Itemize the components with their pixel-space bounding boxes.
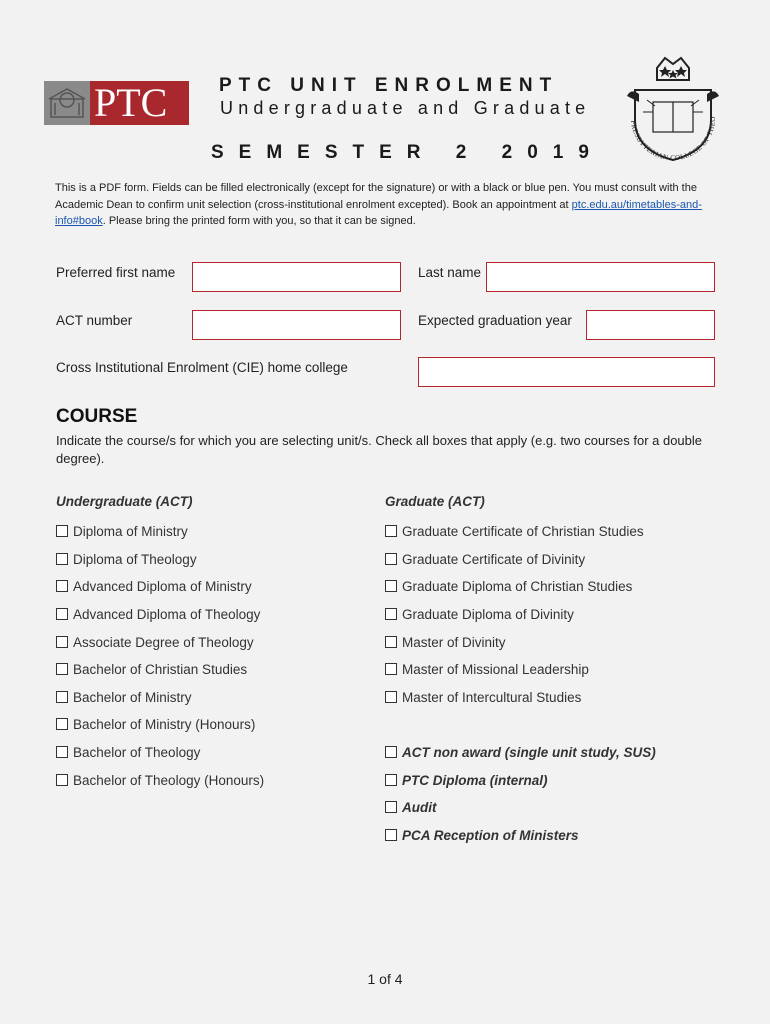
- checkbox[interactable]: [56, 663, 68, 675]
- booking-link[interactable]: ptc.edu.au/timetables-and-info#book: [55, 198, 702, 227]
- option-label: Advanced Diploma of Ministry: [73, 578, 252, 594]
- grad-option[interactable]: [385, 550, 585, 568]
- last-name-field[interactable]: [486, 262, 715, 292]
- undergrad-heading: Undergraduate (ACT): [56, 494, 193, 509]
- undergrad-option[interactable]: [56, 743, 200, 761]
- checkbox[interactable]: [385, 663, 397, 675]
- expected-graduation-label: Expected graduation year: [418, 313, 572, 328]
- option-label: Graduate Diploma of Christian Studies: [402, 578, 633, 594]
- option-label: PCA Reception of Ministers: [402, 827, 579, 843]
- expected-graduation-field[interactable]: [586, 310, 715, 340]
- checkbox[interactable]: [385, 801, 397, 813]
- form-subtitle: Undergraduate and Graduate: [220, 98, 591, 118]
- option-label: Master of Intercultural Studies: [402, 689, 582, 705]
- option-label: ACT non award (single unit study, SUS): [402, 744, 656, 760]
- option-label: Advanced Diploma of Theology: [73, 606, 261, 622]
- grad-option[interactable]: [385, 660, 589, 678]
- preferred-first-name-field[interactable]: [192, 262, 401, 292]
- checkbox[interactable]: [56, 608, 68, 620]
- option-label: Graduate Certificate of Christian Studies: [402, 523, 644, 539]
- undergrad-option[interactable]: [56, 660, 247, 678]
- other-option[interactable]: [385, 826, 579, 844]
- intro-text-before: This is a PDF form. Fields can be filled electronically (except for the signature) or with a black or blue pen. You must consult with the Academic Dean to confirm unit selection (cross-institutional enrolment excepted). Book an appointment at: [55, 182, 697, 211]
- checkbox[interactable]: [56, 774, 68, 786]
- college-crest: [613, 50, 733, 175]
- option-label: Associate Degree of Theology: [73, 634, 254, 650]
- checkbox[interactable]: [56, 553, 68, 565]
- checkbox[interactable]: [56, 691, 68, 703]
- undergrad-option[interactable]: [56, 633, 254, 651]
- checkbox[interactable]: [56, 636, 68, 648]
- undergrad-option[interactable]: [56, 550, 197, 568]
- option-label: Bachelor of Ministry: [73, 689, 192, 705]
- checkbox[interactable]: [56, 580, 68, 592]
- undergrad-option[interactable]: [56, 577, 252, 595]
- undergrad-option[interactable]: [56, 771, 264, 789]
- checkbox[interactable]: [385, 580, 397, 592]
- checkbox[interactable]: [385, 553, 397, 565]
- checkbox[interactable]: [56, 718, 68, 730]
- grad-option[interactable]: [385, 605, 574, 623]
- other-option[interactable]: [385, 743, 656, 761]
- grad-option[interactable]: [385, 633, 506, 651]
- act-number-field[interactable]: [192, 310, 401, 340]
- form-title: PTC UNIT ENROLMENT: [219, 75, 559, 96]
- checkbox[interactable]: [385, 525, 397, 537]
- grad-option[interactable]: [385, 577, 632, 595]
- undergrad-option[interactable]: [56, 688, 192, 706]
- intro-text: [55, 180, 705, 230]
- grad-heading: Graduate (ACT): [385, 494, 485, 509]
- last-name-label: Last name: [418, 265, 482, 280]
- grad-option[interactable]: [385, 688, 581, 706]
- cie-field[interactable]: [418, 357, 715, 387]
- undergrad-option[interactable]: [56, 605, 260, 623]
- college-building-icon: [44, 81, 90, 125]
- option-label: Bachelor of Christian Studies: [73, 661, 248, 677]
- checkbox[interactable]: [385, 774, 397, 786]
- option-label: Diploma of Theology: [73, 551, 197, 567]
- option-label: Master of Missional Leadership: [402, 661, 589, 677]
- option-label: Diploma of Ministry: [73, 523, 188, 539]
- option-label: PTC Diploma (internal): [402, 772, 548, 788]
- cie-label: Cross Institutional Enrolment (CIE) home college: [56, 360, 348, 375]
- preferred-first-name-label: Preferred first name: [56, 265, 176, 280]
- option-label: Bachelor of Ministry (Honours): [73, 716, 256, 732]
- semester-heading: SEMESTER 2 2019: [211, 142, 604, 163]
- undergrad-option[interactable]: [56, 715, 255, 733]
- course-description: Indicate the course/s for which you are selecting unit/s. Check all boxes that apply (e.g. two courses for a double degree).: [56, 433, 703, 466]
- checkbox[interactable]: [385, 608, 397, 620]
- other-option[interactable]: [385, 798, 437, 816]
- option-label: Master of Divinity: [402, 634, 506, 650]
- other-option[interactable]: [385, 771, 548, 789]
- logo-text: PTC: [94, 80, 168, 125]
- checkbox[interactable]: [56, 746, 68, 758]
- grad-option[interactable]: [385, 522, 644, 540]
- option-label: Bachelor of Theology: [73, 744, 201, 760]
- ptc-logo: [44, 81, 189, 125]
- page-number: 1 of 4: [367, 971, 403, 987]
- crest-text: PRESBYTERIAN COLLEGE OF THEO: [629, 116, 718, 163]
- undergrad-option[interactable]: [56, 522, 188, 540]
- checkbox[interactable]: [385, 691, 397, 703]
- option-label: Audit: [402, 799, 437, 815]
- checkbox[interactable]: [385, 829, 397, 841]
- checkbox[interactable]: [385, 746, 397, 758]
- act-number-label: ACT number: [56, 313, 133, 328]
- intro-text-after: . Please bring the printed form with you, so that it can be signed.: [102, 215, 416, 227]
- course-title: COURSE: [56, 406, 138, 427]
- option-label: Bachelor of Theology (Honours): [73, 772, 265, 788]
- option-label: Graduate Diploma of Divinity: [402, 606, 574, 622]
- option-label: Graduate Certificate of Divinity: [402, 551, 586, 567]
- checkbox[interactable]: [385, 636, 397, 648]
- checkbox[interactable]: [56, 525, 68, 537]
